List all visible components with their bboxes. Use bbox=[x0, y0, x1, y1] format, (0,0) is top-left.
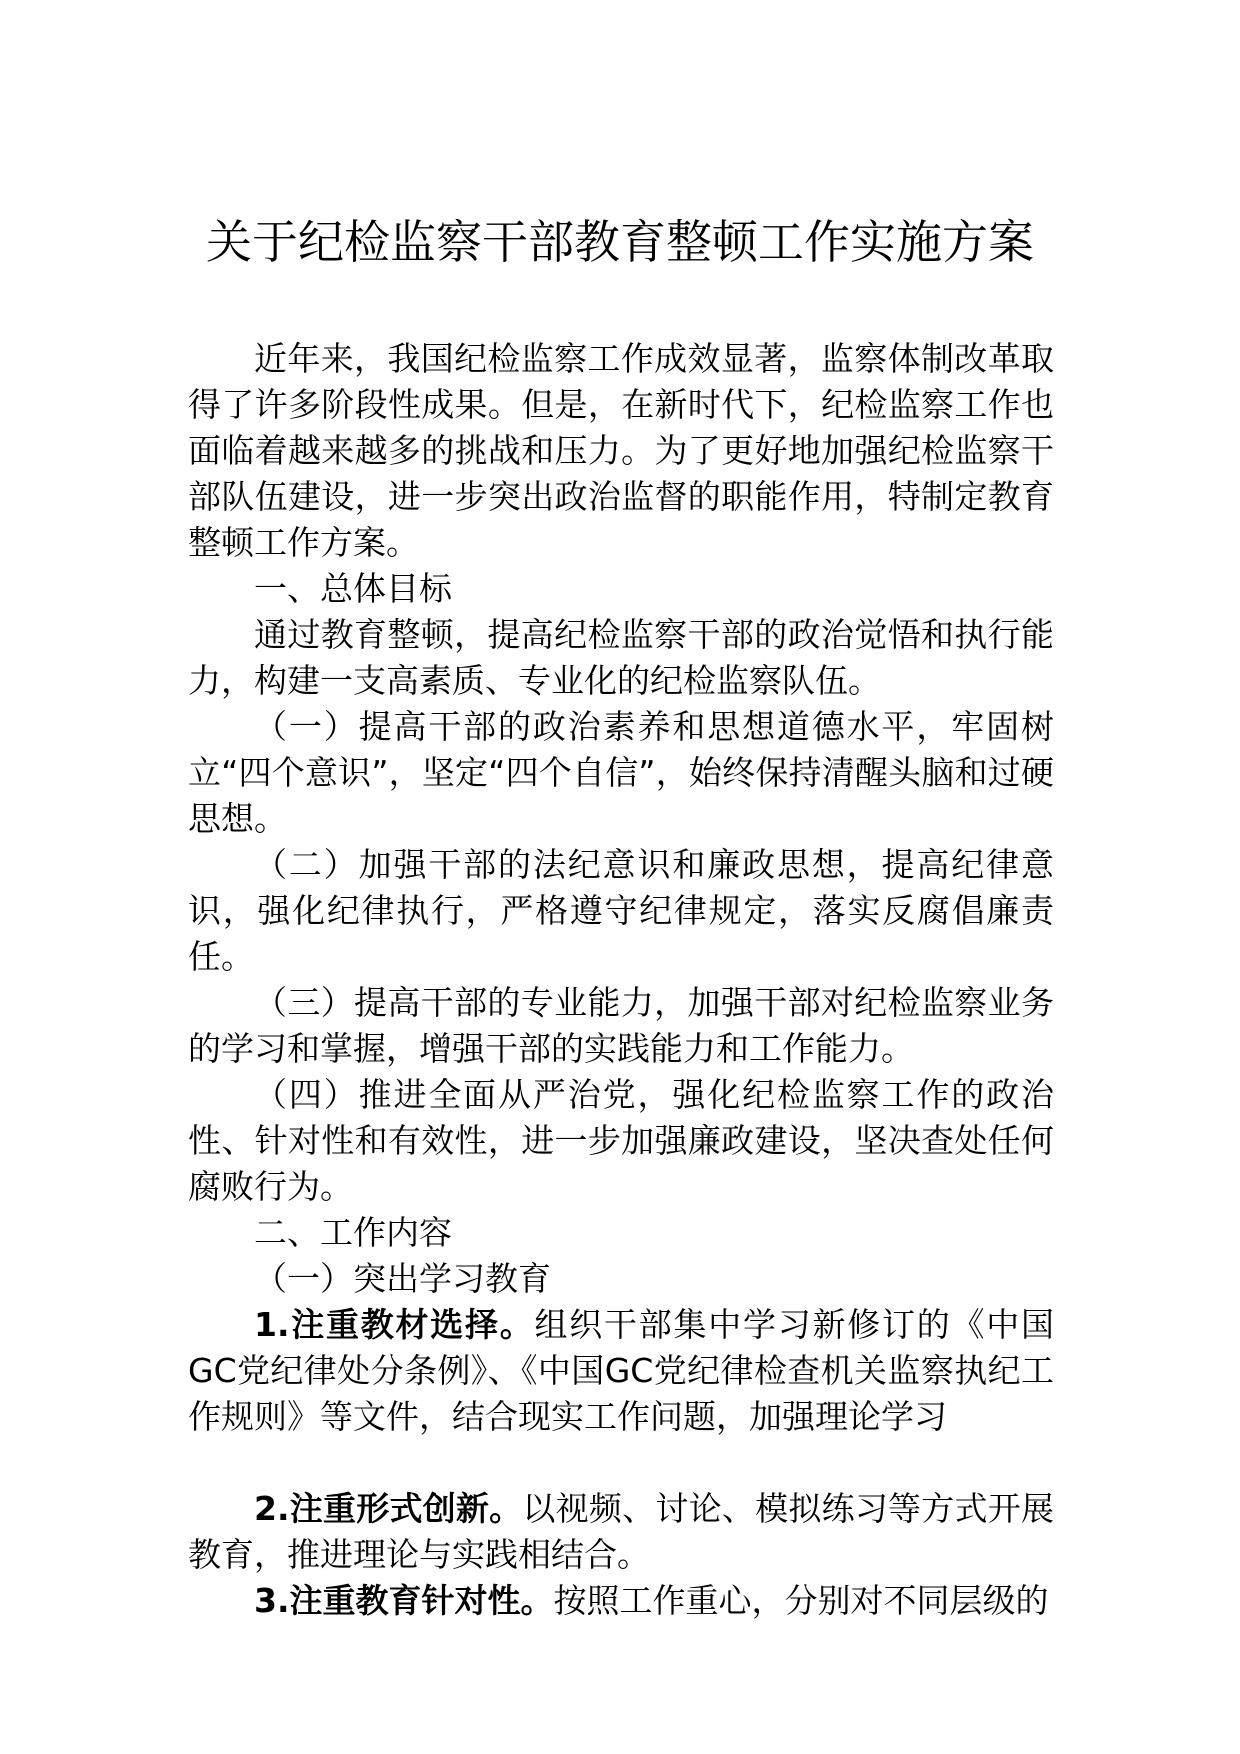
goal-item-3: （三）提高干部的专业能力，加强干部对纪检监察业务的学习和掌握，增强干部的实践能力和工作能力。 bbox=[188, 983, 1054, 1068]
work-point-3 bbox=[188, 1578, 1054, 1624]
subsection-heading-study: （一）突出学习教育 bbox=[254, 1259, 551, 1298]
work-point-2 bbox=[188, 1486, 1054, 1578]
goal-item-4: （四）推进全面从严治党，强化纪检监察工作的政治性、针对性和有效性，进一步加强廉政建设，坚决查处任何腐败行为。 bbox=[188, 1075, 1054, 1206]
goal-item-2: （二）加强干部的法纪意识和廉政思想，提高纪律意识，强化纪律执行，严格遵守纪律规定，落实反腐倡廉责任。 bbox=[188, 845, 1054, 976]
paragraph-gap bbox=[188, 1440, 1054, 1486]
work-point-3-lead: 3.注重教育针对性。 bbox=[254, 1581, 554, 1620]
section-heading-goals: 一、总体目标 bbox=[254, 569, 452, 608]
goals-paragraph: 通过教育整顿，提高纪检监察干部的政治觉悟和执行能力，构建一支高素质、专业化的纪检监察队伍。 bbox=[188, 615, 1054, 700]
intro-paragraph: 近年来，我国纪检监察工作成效显著，监察体制改革取得了许多阶段性成果。但是，在新时代下，纪检监察工作也面临着越来越多的挑战和压力。为了更好地加强纪检监察干部队伍建设，进一步突出政治监督的职能作用，特制定教育整顿工作方案。 bbox=[188, 339, 1054, 562]
work-point-2-text: 以视频、讨论、模拟练习等方式开展教育，推进理论与实践相结合。 bbox=[188, 1489, 1055, 1574]
section-heading-work: 二、工作内容 bbox=[254, 1213, 452, 1252]
document-title: 关于纪检监察干部教育整顿工作实施方案 bbox=[206, 215, 1034, 269]
work-point-1 bbox=[188, 1302, 1054, 1440]
document-body bbox=[188, 336, 1054, 1624]
work-point-1-text: 组织干部集中学习新修订的《中国GC党纪律处分条例》、《中国GC党纪律检查机关监察执纪工作规则》等文件，结合现实工作问题，加强理论学习 bbox=[188, 1305, 1054, 1436]
work-point-3-text: 按照工作重心，分别对不同层级的 bbox=[553, 1581, 1049, 1620]
work-point-2-lead: 2.注重形式创新。 bbox=[254, 1489, 523, 1528]
work-point-1-lead: 1.注重教材选择。 bbox=[254, 1305, 535, 1344]
goal-item-1: （一）提高干部的政治素养和思想道德水平，牢固树立“四个意识”，坚定“四个自信”，始终保持清醒头脑和过硬思想。 bbox=[188, 707, 1054, 838]
